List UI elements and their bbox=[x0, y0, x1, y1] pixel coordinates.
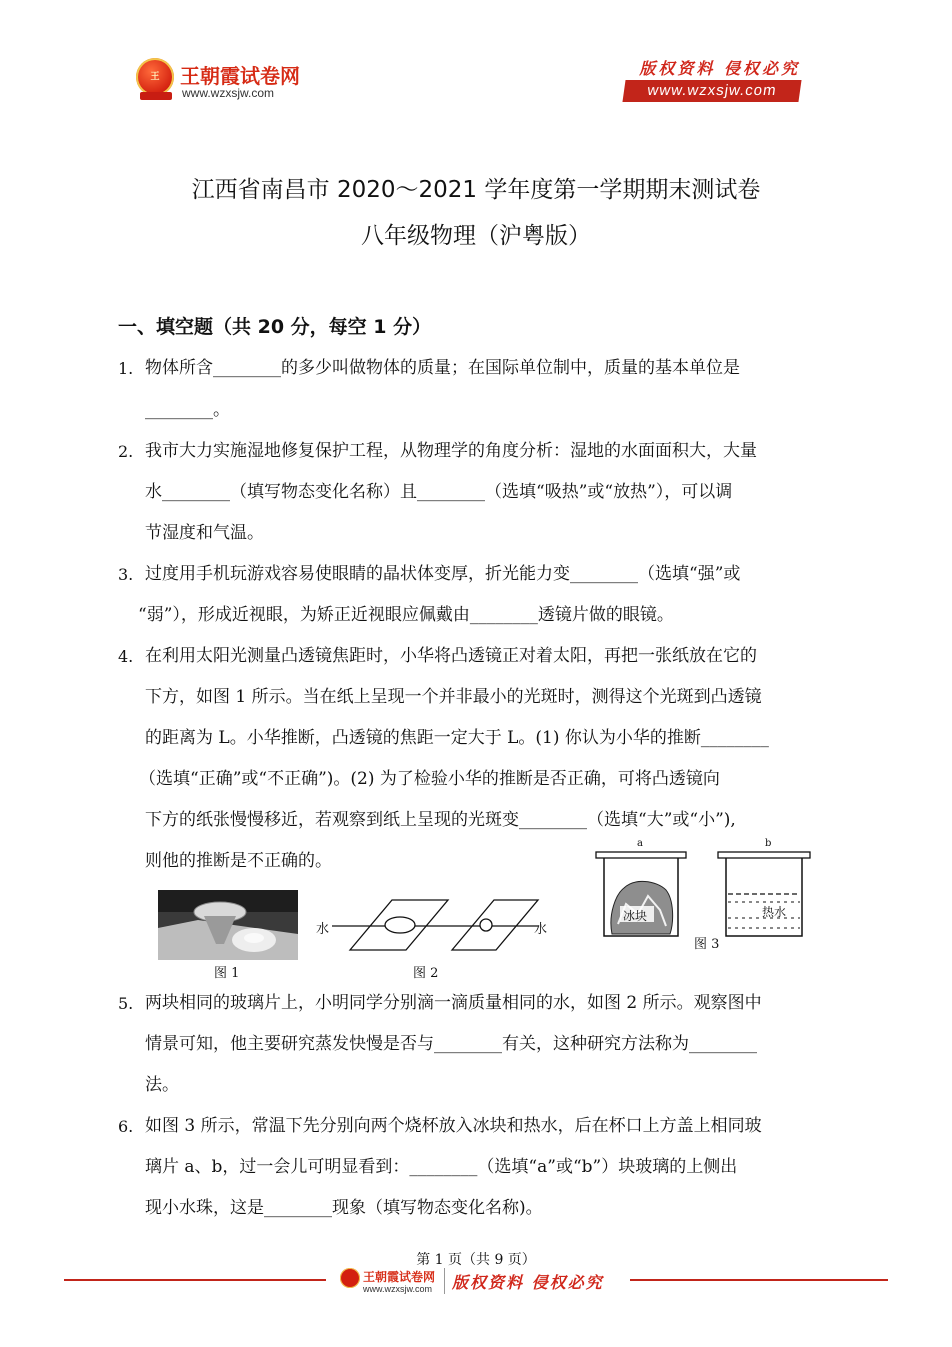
question-line: 物体所含________的多少叫做物体的质量；在国际单位制中，质量的基本单位是 bbox=[145, 358, 740, 378]
logo-name: 王朝霞试卷网 bbox=[180, 64, 300, 88]
figure-2-left-label: 水 bbox=[316, 922, 330, 937]
exam-subtitle: 八年级物理（沪粤版） bbox=[361, 223, 591, 249]
question-line: 璃片 a、b，过一会儿可明显看到：________（选填“a”或“b”）块玻璃的上侧出 bbox=[145, 1157, 738, 1177]
figure-3-ice-label: 冰块 bbox=[623, 909, 648, 923]
question-number: 3. bbox=[118, 565, 134, 584]
figure-3-label-b: b bbox=[765, 838, 772, 849]
footer-logo-url: www.wzxsjw.com bbox=[363, 1284, 433, 1294]
section-heading: 一、填空题（共 20 分，每空 1 分） bbox=[118, 316, 432, 338]
question-line: （选填“正确”或“不正确”)。(2) 为了检验小华的推断是否正确，可将凸透镜向 bbox=[139, 769, 720, 789]
question-line: 如图 3 所示，常温下先分别向两个烧杯放入冰块和热水，后在杯口上方盖上相同玻 bbox=[145, 1116, 762, 1136]
figure-2-diagram bbox=[310, 892, 560, 956]
figure-3-diagram bbox=[590, 844, 820, 944]
figure-3-hot-water-label: 热水 bbox=[762, 905, 787, 919]
question-line: 在利用太阳光测量凸透镜焦距时，小华将凸透镜正对着太阳，再把一张纸放在它的 bbox=[145, 646, 757, 666]
question-line: 情景可知，他主要研究蒸发快慢是否与________有关，这种研究方法称为________ bbox=[145, 1034, 757, 1054]
site-logo bbox=[136, 58, 356, 104]
question-number: 1. bbox=[118, 359, 134, 378]
figure-2-right-label: 水 bbox=[534, 922, 548, 937]
exam-title: 江西省南昌市 2020～2021 学年度第一学期期末测试卷 bbox=[191, 177, 761, 203]
question-line: 下方，如图 1 所示。当在纸上呈现一个并非最小的光斑时，测得这个光斑到凸透镜 bbox=[145, 687, 762, 707]
footer-logo-name: 王朝霞试卷网 bbox=[363, 1270, 436, 1284]
logo-url: www.wzxsjw.com bbox=[182, 86, 275, 100]
question-line: 下方的纸张慢慢移近，若观察到纸上呈现的光斑变________（选填“大”或“小”), bbox=[145, 810, 736, 830]
question-number: 6. bbox=[118, 1117, 134, 1136]
question-line: 的距离为 L。小华推断，凸透镜的焦距一定大于 L。(1) 你认为小华的推断________ bbox=[145, 728, 769, 748]
question-line: 现小水珠，这是________现象（填写物态变化名称)。 bbox=[145, 1198, 543, 1218]
url-banner: www.wzxsjw.com bbox=[622, 80, 801, 102]
footer-copyright: 版权资料 侵权必究 bbox=[452, 1273, 604, 1292]
question-number: 2. bbox=[118, 442, 134, 461]
footer-logo-icon bbox=[340, 1268, 360, 1288]
question-line: ________。 bbox=[145, 400, 230, 420]
question-line: 节湿度和气温。 bbox=[145, 523, 264, 543]
question-line: 法。 bbox=[145, 1075, 179, 1095]
question-number: 4. bbox=[118, 647, 134, 666]
footer-divider bbox=[444, 1268, 445, 1294]
footer-rule-left bbox=[64, 1279, 326, 1281]
logo-ribbon bbox=[140, 92, 172, 100]
figure-3-label-a: a bbox=[637, 838, 643, 849]
figure-1-photo bbox=[158, 890, 298, 960]
question-number: 5. bbox=[118, 994, 134, 1013]
question-line: 则他的推断是不正确的。 bbox=[145, 851, 332, 871]
footer-rule-right bbox=[630, 1279, 888, 1281]
question-line: 水________（填写物态变化名称）且________（选填“吸热”或“放热”），可以调 bbox=[145, 482, 733, 502]
question-line: “弱”），形成近视眼，为矫正近视眼应佩戴由________透镜片做的眼镜。 bbox=[138, 605, 674, 625]
question-line: 我市大力实施湿地修复保护工程，从物理学的角度分析：湿地的水面面积大，大量 bbox=[145, 441, 757, 461]
figure-1-caption: 图 1 bbox=[214, 966, 240, 981]
logo-badge-icon: 王 bbox=[136, 58, 174, 96]
figure-3-caption: 图 3 bbox=[694, 937, 720, 952]
page-number: 第 1 页（共 9 页） bbox=[416, 1252, 536, 1268]
question-line: 两块相同的玻璃片上，小明同学分别滴一滴质量相同的水，如图 2 所示。观察图中 bbox=[145, 993, 762, 1013]
figure-2-caption: 图 2 bbox=[413, 966, 439, 981]
question-line: 过度用手机玩游戏容易使眼睛的晶状体变厚，折光能力变________（选填“强”或 bbox=[145, 564, 741, 584]
copyright-notice: 版权资料 侵权必究 bbox=[639, 59, 800, 78]
